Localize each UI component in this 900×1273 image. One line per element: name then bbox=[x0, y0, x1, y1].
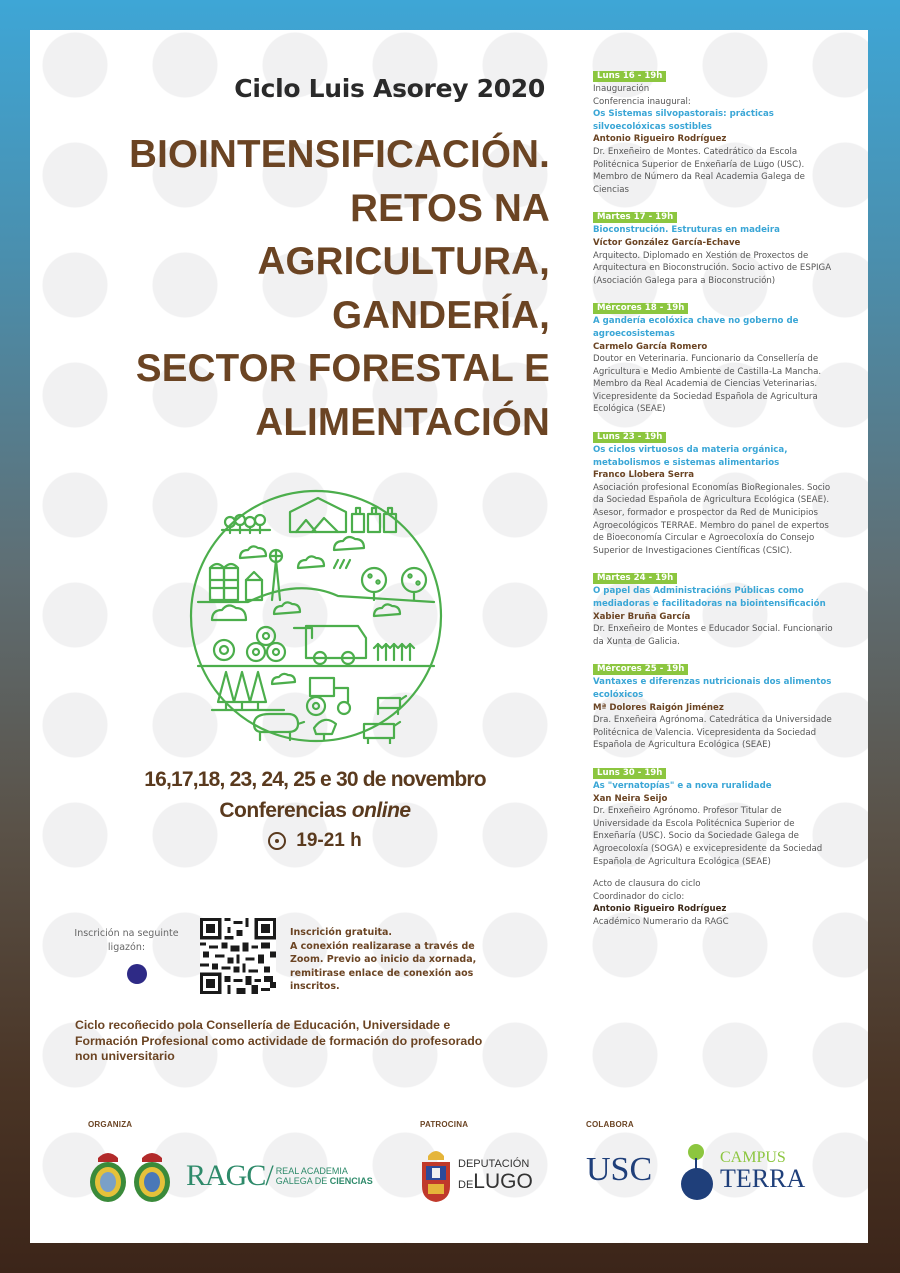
registration-label: Inscrición na seguinte ligazón: bbox=[74, 928, 179, 953]
schedule-event: Luns 16 - 19h Inauguración Conferencia inaugural: Os Sistemas silvopastorais: prácticas silvoecolóxicas sostibles Antonio Rigueiro Rodríguez Dr. Enxeñeiro de Montes. Catedrático da Escola Politécnica Superior de Enxeñaría de Lugo (USC). Membro de Número da Real Academia Galega de Ciencias bbox=[593, 70, 833, 196]
tree-globe-icon bbox=[678, 1142, 716, 1200]
title-line: RETOS NA bbox=[350, 186, 550, 230]
talk-title: Vantaxes e diferenzas nutricionais dos alimentos ecolóxicos bbox=[593, 677, 832, 700]
speaker-name: Xabier Bruña García bbox=[593, 611, 691, 622]
qr-code-icon[interactable] bbox=[200, 918, 276, 994]
talk-title: Os ciclos virtuosos da materia orgánica, metabolismos e sistemas alimentarios bbox=[593, 445, 788, 468]
farm-landscape-circle-icon bbox=[188, 488, 444, 744]
schedule bbox=[593, 70, 833, 943]
event-info bbox=[90, 768, 540, 852]
coordinator-name: Antonio Rigueiro Rodríguez bbox=[593, 904, 727, 915]
recognition-note: Ciclo recoñecido pola Consellería de Educación, Universidade e Formación Profesional como actividade de formación do profesorado non universitario bbox=[75, 1018, 483, 1063]
schedule-event bbox=[593, 431, 833, 557]
title-line: GANDERÍA, bbox=[332, 293, 550, 337]
speaker-bio: Membro de Número da Real Academia Galega de Ciencias bbox=[593, 172, 805, 195]
speaker-name: Carmelo García Romero bbox=[593, 341, 708, 352]
clock-icon bbox=[268, 832, 286, 850]
talk-title: Os Sistemas silvopastorais: prácticas silvoecolóxicas sostibles bbox=[593, 109, 774, 132]
talk-title: O papel das Administracións Públicas como mediadoras e facilitadoras na biointensificación bbox=[593, 586, 826, 609]
registration-link-icon[interactable] bbox=[127, 964, 147, 984]
speaker-name: Xan Neira Seijo bbox=[593, 793, 668, 804]
schedule-event bbox=[593, 663, 833, 752]
title-line: BIOINTENSIFICACIÓN. bbox=[129, 133, 550, 176]
schedule-event bbox=[593, 211, 833, 287]
deputacion-lugo-logo: DEPUTACIÓN DELUGO bbox=[420, 1148, 533, 1204]
title-line: AGRICULTURA, bbox=[257, 240, 550, 283]
poster bbox=[30, 30, 868, 1243]
date-badge: Luns 16 - 19h bbox=[593, 71, 666, 82]
lugo-shield-icon bbox=[420, 1148, 452, 1204]
schedule-event bbox=[593, 572, 833, 648]
patrocina-label: PATROCINA bbox=[420, 1120, 469, 1129]
campus-terra-logo: CAMPUS TERRA bbox=[678, 1142, 805, 1200]
schedule-event bbox=[593, 302, 833, 416]
coat-of-arms-icon bbox=[88, 1148, 128, 1204]
talk-title: As "vernatopías" e a nova ruralidade bbox=[593, 780, 772, 791]
title-line: SECTOR FORESTAL E bbox=[135, 347, 550, 390]
ragc-logo: RAGC/ REAL ACADEMIA GALEGA DE CIENCIAS bbox=[88, 1148, 373, 1204]
event-dates: 16,17,18, 23, 24, 25 e 30 de novembro bbox=[144, 768, 486, 791]
speaker-name: Antonio Rigueiro Rodríguez bbox=[593, 134, 727, 145]
date-badge: Mércores 25 - 19h bbox=[593, 664, 688, 675]
schedule-event bbox=[593, 767, 833, 929]
speaker-bio: Dr. Enxeñeiro de Montes. Catedrático da Escola Politécnica Superior de Enxeñaría de Lugo (USC). bbox=[593, 146, 805, 170]
main-title bbox=[50, 128, 550, 449]
date-badge: Luns 23 - 19h bbox=[593, 432, 666, 443]
cycle-title: Ciclo Luis Asorey 2020 bbox=[234, 74, 545, 103]
closing-info: Acto de clausura do ciclo Coordinador do ciclo: Antonio Rigueiro Rodríguez Académico Numerario da RAGC bbox=[593, 878, 833, 928]
date-badge: Martes 24 - 19h bbox=[593, 573, 677, 584]
organiza-label: ORGANIZA bbox=[88, 1120, 133, 1129]
date-badge: Martes 17 - 19h bbox=[593, 212, 677, 223]
date-badge: Luns 30 - 19h bbox=[593, 768, 666, 779]
speaker-bio: Dra. Enxeñeira Agrónoma. Catedrática da Universidade Politécnica de Valencia. Vicepresidenta da Sociedad Española de Agricultura Ecológica (SEAE) bbox=[593, 715, 832, 751]
speaker-bio: Asociación profesional Economías BioRegionales. Socio da Sociedad Española de Agricultura Ecológica (SEAE). Asesor, formador e prospector da Red de Municipios Agroecológicos TERRAE. Membro do panel de expertos de Bioeconomía Circular e Agroecoloxía do Consejo Superior de Investigaciones Científicas (CSIC). bbox=[593, 482, 831, 556]
coat-of-arms-icon bbox=[132, 1148, 172, 1204]
speaker-bio: Arquitecto. Diplomado en Xestión de Proxectos de Arquitectura en Bioconstrución. Socio activo de ESPIGA (Asociación Galega para a Bioconstrución) bbox=[593, 250, 832, 286]
speaker-bio: Dr. Enxeñeiro de Montes e Educador Social. Funcionario da Xunta de Galicia. bbox=[593, 624, 833, 647]
usc-logo: USC bbox=[586, 1152, 652, 1188]
talk-title: A gandería ecolóxica chave no goberno de agroecosistemas bbox=[593, 316, 799, 339]
speaker-name: Víctor González García-Echave bbox=[593, 237, 741, 248]
speaker-bio: Dr. Enxeñeiro Agrónomo. Profesor Titular de Universidade da Escola Politécnica Superior de Enxeñaría (USC). Socio da Sociedade Galega de Agroecoloxía (SOGA) e exvicepresidente da Sociedad Española de Agricultura Ecológica (SEAE) bbox=[593, 806, 823, 867]
ragc-mark: RAGC/ bbox=[186, 1159, 273, 1192]
registration-info: Inscrición gratuita. A conexión realizarase a través de Zoom. Previo ao inicio da xornada, remitirase enlace de conexión aos inscritos. bbox=[290, 927, 477, 992]
event-format: Conferencias online bbox=[219, 799, 411, 822]
colabora-label: COLABORA bbox=[586, 1120, 634, 1129]
title-line: ALIMENTACIÓN bbox=[255, 400, 550, 444]
event-time: 19-21 h bbox=[90, 830, 540, 852]
speaker-name: Franco Llobera Serra bbox=[593, 470, 695, 481]
date-badge: Mércores 18 - 19h bbox=[593, 303, 688, 314]
talk-title: Bioconstrución. Estruturas en madeira bbox=[593, 225, 780, 236]
speaker-bio: Doutor en Veterinaria. Funcionario da Consellería de Agricultura e Medio Ambiente de Castilla-La Mancha. Membro da Real Academia de Ciencias Veterinarias. Vicepresidente da Sociedad Española de Agricultura Ecológica (SEAE) bbox=[593, 354, 822, 415]
speaker-name: Mª Dolores Raigón Jiménez bbox=[593, 702, 724, 713]
